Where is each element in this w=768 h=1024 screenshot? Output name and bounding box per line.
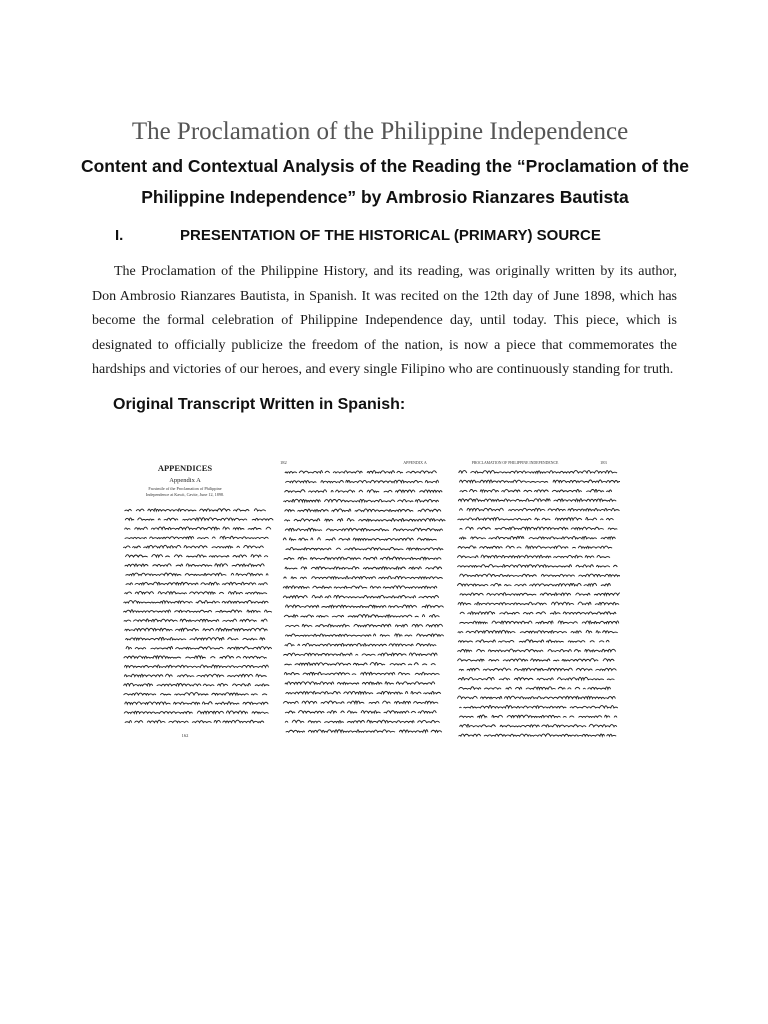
scan-page1-number: 162 [181, 733, 189, 738]
scan-page2-header: APPENDIX A [403, 460, 427, 465]
scan-page3-number: 183 [600, 460, 607, 465]
scan-page2-number: 182 [280, 460, 287, 465]
manuscript-scan-image [95, 451, 620, 743]
scan-page-3 [450, 451, 620, 743]
scan-page1-header: APPENDICES [157, 463, 213, 473]
scan-page1-caption-1: Facsimile of the Proclamation of Philippine [148, 486, 222, 491]
section-heading [115, 227, 675, 244]
section-title: PRESENTATION OF THE HISTORICAL (PRIMARY) SOURCE [180, 227, 601, 244]
section-number: I. [115, 227, 124, 244]
scan-page-1 [95, 451, 276, 743]
document-title: The Proclamation of the Philippine Independence [131, 118, 629, 145]
body-paragraph: The Proclamation of the Philippine History, and its reading, was originally written by its author, Don Ambrosio Rianzares Bautista, in Spanish. It was recited on the 12th day of June 1898, which has become the formal celebration of Philippine Independence day, until today. This piece, which is designated to officially publicize the freedom of the nation, is now a piece that commemorates the hardships and victories of our heroes, and every single Filipino who are continuously standing for truth. [92, 264, 677, 377]
scan-page-2 [275, 451, 447, 743]
transcript-heading: Original Transcript Written in Spanish: [113, 396, 406, 413]
scan-page1-caption-2: Independence at Kawit, Cavite, June 12, 1898. [145, 492, 225, 497]
scan-page1-appendix: Appendix A [169, 477, 201, 484]
scan-page3-header: PROCLAMATION OF PHILIPPINE INDEPENDENCE [471, 461, 559, 465]
document-subtitle: Content and Contextual Analysis of the Reading the “Proclamation of the Philippine Independence” by Ambrosio Rianzares Bautista [80, 156, 689, 207]
